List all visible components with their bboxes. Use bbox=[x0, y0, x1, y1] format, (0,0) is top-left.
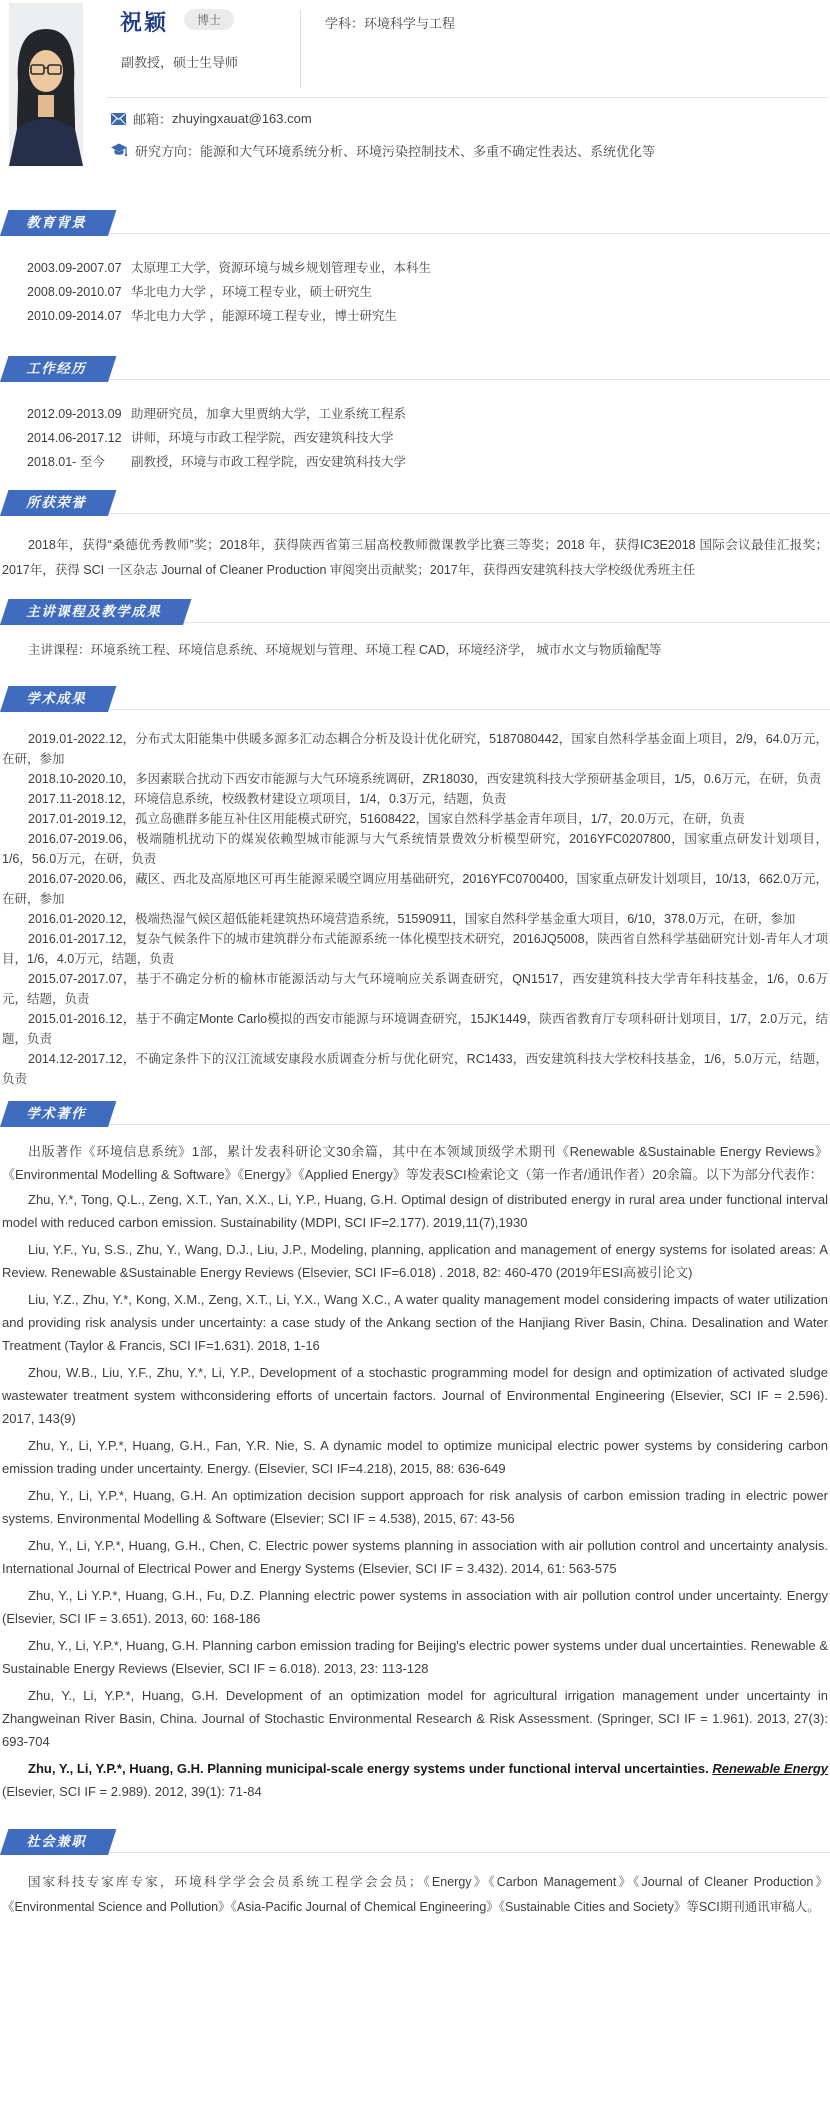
project-item: 2019.01-2022.12，分布式太阳能集中供暖多源多汇动态耦合分析及设计优化研究，5187080442，国家自然科学基金面上项目，2/9，64.0万元，在研，参加 bbox=[2, 732, 828, 766]
project-item: 2018.10-2020.10，多因素联合扰动下西安市能源与大气环境系统调研，ZR18030，西安建筑科技大学预研基金项目，1/5，0.6万元，在研，负责 bbox=[28, 772, 822, 786]
education-row bbox=[0, 304, 830, 328]
project-item: 2016.01-2017.12，复杂气候条件下的城市建筑群分布式能源系统一体化模型技术研究，2016JQ5008，陕西省自然科学基础研究计划-青年人才项目，1/6，4.0万元，结题，负责 bbox=[2, 932, 828, 966]
discipline bbox=[325, 13, 455, 32]
research-label: 研究方向： bbox=[135, 144, 201, 159]
section-title: 学术著作 bbox=[26, 1106, 87, 1121]
publication-item: Zhu, Y., Li, Y.P.*, Huang, G.H. Planning carbon emission trading for Beijing's electric power systems under dual uncertainties. Renewable & Sustainable Energy Reviews (Elsevier, SCI IF = 6.018). 2013, 23: 113-128 bbox=[2, 1638, 828, 1676]
publication-last-tail: (Elsevier, SCI IF = 2.989). 2012, 39(1): 71-84 bbox=[2, 1784, 262, 1799]
section-title: 所获荣誉 bbox=[26, 495, 87, 510]
section-head bbox=[0, 208, 830, 234]
publication-item: Liu, Y.F., Yu, S.S., Zhu, Y., Wang, D.J., Liu, J.P., Modeling, planning, application and management of energy systems for isolated areas: A Review. Renewable &Sustainable Energy Reviews (Elsevier, SCI IF=6.018) . 2018, 82: 460-470 (2019年ESI高被引论文) bbox=[2, 1242, 828, 1280]
section-projects bbox=[0, 684, 830, 1089]
email-label: 邮箱： bbox=[133, 112, 173, 127]
section-head bbox=[0, 354, 830, 380]
project-item: 2016.07-2020.06，藏区、西北及高原地区可再生能源采暖空调应用基础研究，2016YFC0700400，国家重点研发计划项目，10/13，662.0万元，在研，参加 bbox=[2, 872, 828, 906]
section-ribbon bbox=[0, 356, 116, 382]
publication-item: Zhu, Y., Li, Y.P.*, Huang, G.H., Fan, Y.R. Nie, S. A dynamic model to optimize municipal electric power systems by considering carbon emission trading under uncertainty. Energy. (Elsevier, SCI IF=4.218), 2015, 88: 636-649 bbox=[2, 1438, 828, 1476]
section-title: 主讲课程及教学成果 bbox=[26, 604, 162, 619]
row-period: 2008.09-2010.07 bbox=[27, 285, 122, 299]
research-row bbox=[111, 141, 655, 160]
publication-item: Zhu, Y., Li Y.P.*, Huang, G.H., Fu, D.Z. Planning electric power systems in association with air pollution control under uncertainty. Energy (Elsevier, SCI IF = 3.651). 2013, 60: 168-186 bbox=[2, 1588, 828, 1626]
header-divider bbox=[107, 97, 828, 98]
section-honors bbox=[0, 488, 830, 583]
project-item: 2016.07-2019.06，极端随机扰动下的煤炭依赖型城市能源与大气系统情景费效分析模型研究，2016YFC0207800，国家重点研发计划项目，1/6，56.0万元，在研，负责 bbox=[2, 832, 828, 866]
row-desc: 副教授，环境与市政工程学院，西安建筑科技大学 bbox=[131, 455, 407, 469]
section-head bbox=[0, 488, 830, 514]
project-item: 2015.01-2016.12，基于不确定Monte Carlo模拟的西安市能源与环境调查研究，15JK1449，陕西省教育厅专项科研计划项目，1/7，2.0万元，结题，负责 bbox=[2, 1012, 828, 1046]
degree-badge: 博士 bbox=[184, 9, 234, 30]
section-ribbon bbox=[0, 686, 116, 712]
discipline-value: 环境科学与工程 bbox=[364, 16, 456, 31]
publication-item: Zhu, Y., Li, Y.P.*, Huang, G.H. An optimization decision support approach for risk analysis of carbon emission trading in electric power systems. Environmental Modelling & Software (Elsevier; SCI IF = 4.538), 2015, 67: 43-56 bbox=[2, 1488, 828, 1526]
journal-name: Renewable Energy bbox=[712, 1761, 828, 1776]
row-desc: 华北电力大学 ，环境工程专业，硕士研究生 bbox=[131, 285, 372, 299]
project-item: 2017.11-2018.12，环境信息系统，校级教材建设立项项目，1/4，0.3万元，结题，负责 bbox=[28, 792, 507, 806]
profile-photo bbox=[9, 3, 83, 166]
honors-text: 2018年，获得“桑德优秀教师”奖；2018年，获得陕西省第三届高校教师微课教学比赛三等奖；2018 年，获得IC3E2018 国际会议最佳汇报奖；2017年，获得 SCI 一区杂志 Journal of Cleaner Production 审阅突出贡献奖；2017年，获得西安建筑科技大学校级优秀班主任 bbox=[2, 538, 828, 577]
job-title: 副教授，硕士生导师 bbox=[121, 55, 239, 70]
row-desc: 太原理工大学，资源环境与城乡规划管理专业，本科生 bbox=[131, 261, 432, 275]
section-head bbox=[0, 597, 830, 623]
social-text: 国家科技专家库专家，环境科学学会会员系统工程学会会员；《Energy》《Carbon Management》《Journal of Cleaner Production》《Environmental Science and Pollution》《Asia-Pacific Journal of Chemical Engineering》《Sustainable Cities and Society》等SCI期刊通讯审稿人。 bbox=[2, 1875, 828, 1914]
section-education bbox=[0, 208, 830, 328]
row-period: 2012.09-2013.09 bbox=[27, 407, 122, 421]
project-item: 2016.01-2020.12，极端热湿气候区超低能耗建筑热环境营造系统，51590911，国家自然科学基金重大项目，6/10，378.0万元，在研，参加 bbox=[28, 912, 796, 926]
work-row bbox=[0, 426, 830, 450]
project-item: 2017.01-2019.12，孤立岛礁群多能互补住区用能模式研究，51608422，国家自然科学基金青年项目，1/7，20.0万元，在研，负责 bbox=[28, 812, 745, 826]
email-value[interactable]: zhuyingxauat@163.com bbox=[172, 111, 312, 126]
section-title: 学术成果 bbox=[26, 691, 87, 706]
section-title: 教育背景 bbox=[26, 215, 87, 230]
section-social bbox=[0, 1827, 830, 1920]
section-ribbon bbox=[0, 1101, 116, 1127]
row-period: 2010.09-2014.07 bbox=[27, 309, 122, 323]
row-period: 2003.09-2007.07 bbox=[27, 261, 122, 275]
section-courses bbox=[0, 597, 830, 663]
section-head bbox=[0, 684, 830, 710]
section-head bbox=[0, 1827, 830, 1853]
section-ribbon bbox=[0, 490, 116, 516]
portrait-illustration bbox=[9, 3, 83, 166]
graduation-cap-icon bbox=[111, 143, 128, 158]
section-work bbox=[0, 354, 830, 474]
work-row bbox=[0, 450, 830, 474]
section-title: 工作经历 bbox=[26, 361, 87, 376]
section-ribbon bbox=[0, 599, 191, 625]
publication-item-last bbox=[2, 1757, 828, 1803]
courses-text: 主讲课程：环境系统工程、环境信息系统、环境规划与管理、环境工程 CAD，环境经济学， 城市水文与物质输配等 bbox=[28, 643, 662, 657]
section-head bbox=[0, 1099, 830, 1125]
publication-item: Liu, Y.Z., Zhu, Y.*, Kong, X.M., Zeng, X.T., Li, Y.X., Wang X.C., A water quality management model considering impacts of water utilization and providing risk analysis under uncertainty: a case study of the Ankang section of the Hanjiang River Basin, China. Desalination and Water Treatment (Taylor & Francis, SCI IF=1.631). 2018, 1-16 bbox=[2, 1292, 828, 1353]
row-desc: 讲师，环境与市政工程学院，西安建筑科技大学 bbox=[131, 431, 394, 445]
publication-item: Zhu, Y., Li, Y.P.*, Huang, G.H., Chen, C. Electric power systems planning in association with air pollution control and uncertainty analysis. International Journal of Electrical Power and Energy Systems (Elsevier, SCI IF = 3.432). 2014, 61: 563-575 bbox=[2, 1538, 828, 1576]
publication-item: Zhu, Y.*, Tong, Q.L., Zeng, X.T., Yan, X.X., Li, Y.P., Huang, G.H. Optimal design of distributed energy in rural area under functional interval model with reduced carbon emission. Sustainability (MDPI, SCI IF=2.177). 2019,11(7),1930 bbox=[2, 1192, 828, 1230]
publication-item: Zhu, Y., Li, Y.P.*, Huang, G.H. Development of an optimization model for agricultural irrigation management under uncertainty in Zhangweinan River Basin, China. Journal of Stochastic Environmental Research & Risk Assessment. (Springer, SCI IF = 1.961). 2013, 27(3): 693-704 bbox=[2, 1688, 828, 1749]
discipline-label: 学科： bbox=[325, 16, 365, 31]
research-value: 能源和大气环境系统分析、环境污染控制技术、多重不确定性表达、系统优化等 bbox=[200, 144, 656, 159]
envelope-icon bbox=[111, 113, 126, 125]
section-title: 社会兼职 bbox=[26, 1834, 87, 1849]
project-item: 2014.12-2017.12，不确定条件下的汉江流域安康段水质调查分析与优化研究，RC1433，西安建筑科技大学校科技基金，1/6，5.0万元，结题，负责 bbox=[2, 1052, 828, 1086]
publication-last-text: Zhu, Y., Li, Y.P.*, Huang, G.H. Planning municipal-scale energy systems under functional interval uncertainties. bbox=[28, 1761, 713, 1776]
profile-header bbox=[0, 0, 830, 176]
row-desc: 华北电力大学 ，能源环境工程专业，博士研究生 bbox=[131, 309, 397, 323]
publications-intro: 出版著作《环境信息系统》1部，累计发表科研论文30余篇，其中在本领域顶级学术期刊《Renewable &Sustainable Energy Reviews》《Environmental Modelling & Software》《Energy》《Applied Energy》等发表SCI检索论文（第一作者/通讯作者）20余篇。以下为部分代表作： bbox=[2, 1144, 828, 1182]
row-desc: 助理研究员，加拿大里贾纳大学，工业系统工程系 bbox=[131, 407, 407, 421]
work-row bbox=[0, 402, 830, 426]
education-row bbox=[0, 280, 830, 304]
section-publications bbox=[0, 1099, 830, 1803]
row-period: 2018.01- 至今 bbox=[27, 455, 105, 469]
row-period: 2014.06-2017.12 bbox=[27, 431, 122, 445]
section-ribbon bbox=[0, 210, 116, 236]
email-row bbox=[111, 109, 312, 128]
person-name: 祝颖 bbox=[120, 10, 169, 35]
publication-item: Zhou, W.B., Liu, Y.F., Zhu, Y.*, Li, Y.P., Development of a stochastic programming model for design and optimization of activated sludge wastewater treatment system withconsidering efforts of uncertain factors. Journal of Environmental Engineering (Elsevier, SCI IF = 2.596). 2017, 143(9) bbox=[2, 1365, 828, 1426]
vertical-divider bbox=[300, 10, 301, 88]
education-row bbox=[0, 256, 830, 280]
section-ribbon bbox=[0, 1829, 116, 1855]
project-item: 2015.07-2017.07，基于不确定分析的榆林市能源活动与大气环境响应关系调查研究，QN1517，西安建筑科技大学青年科技基金，1/6，0.6万元，结题，负责 bbox=[2, 972, 828, 1006]
